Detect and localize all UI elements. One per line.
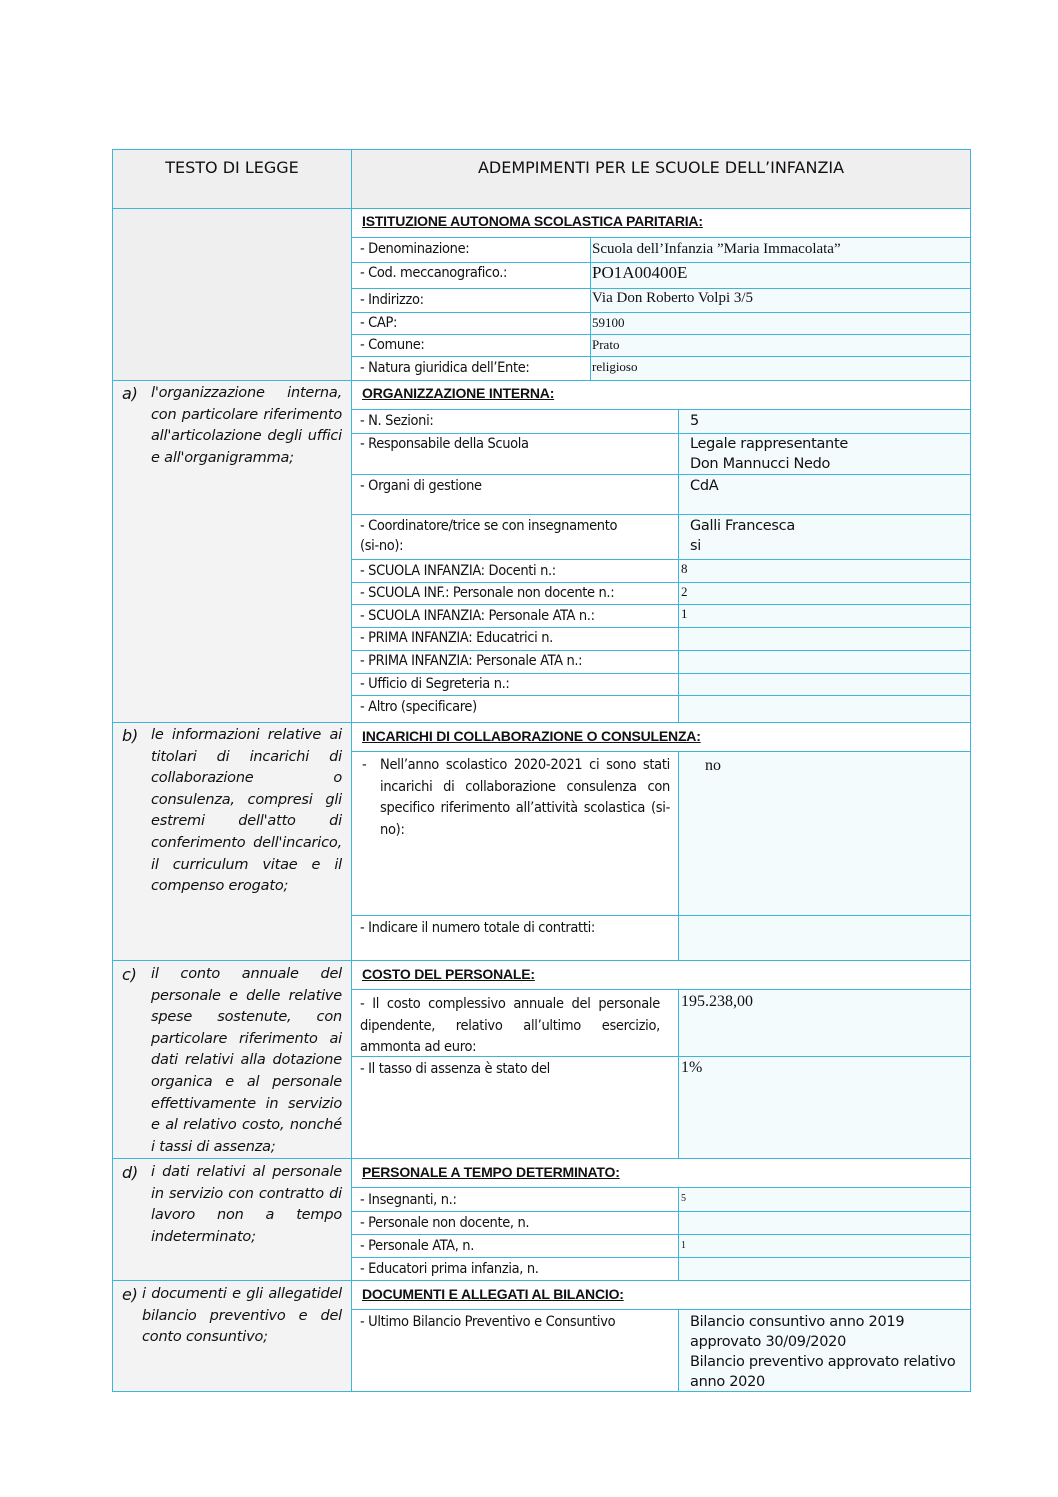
value-personale-ata: 1 bbox=[681, 1240, 686, 1251]
value-incarichi: no bbox=[705, 757, 721, 774]
label-n-sezioni: - N. Sezioni: bbox=[360, 413, 434, 429]
law-letter-d-wrap bbox=[122, 1162, 148, 1186]
value-bilancio-line-2: approvato 30/09/2020 bbox=[690, 1334, 847, 1350]
value-organi-gestione: CdA bbox=[690, 478, 719, 494]
value-docenti: 8 bbox=[681, 561, 688, 576]
value-cap: 59100 bbox=[592, 315, 625, 330]
value-bilancio-line-1: Bilancio consuntivo anno 2019 bbox=[690, 1314, 905, 1330]
label-non-docente: - SCUOLA INF.: Personale non docente n.: bbox=[360, 585, 615, 601]
label-natura-giuridica: - Natura giuridica dell’Ente: bbox=[360, 360, 530, 376]
value-bilancio-line-4: anno 2020 bbox=[690, 1374, 765, 1390]
incarichi-dash: - bbox=[362, 757, 367, 773]
label-responsabile: - Responsabile della Scuola bbox=[360, 436, 529, 452]
law-body-e-text: i documenti e gli allegatidel bilancio preventivo e del conto consuntivo; bbox=[142, 1286, 342, 1346]
label-organi-gestione: - Organi di gestione bbox=[360, 478, 482, 494]
value-comune: Prato bbox=[592, 337, 620, 352]
section-title-costo: COSTO DEL PERSONALE: bbox=[362, 966, 535, 982]
label-prima-infanzia-ata: - PRIMA INFANZIA: Personale ATA n.: bbox=[360, 653, 583, 669]
value-bilancio-line-3: Bilancio preventivo approvato relativo bbox=[690, 1354, 956, 1370]
law-letter-d: d) bbox=[122, 1163, 138, 1182]
law-letter-a: a) bbox=[122, 384, 138, 403]
label-insegnanti: - Insegnanti, n.: bbox=[360, 1192, 457, 1208]
label-docenti: - SCUOLA INFANZIA: Docenti n.: bbox=[360, 563, 556, 579]
value-indirizzo: Via Don Roberto Volpi 3/5 bbox=[592, 290, 754, 306]
value-natura-giuridica: religioso bbox=[592, 359, 638, 374]
law-body-d: i dati relativi al personale in servizio con contratto di lavoro non a tempo indeterminato; bbox=[151, 1164, 342, 1245]
value-tasso-assenza: 1% bbox=[681, 1059, 703, 1076]
header-obligations: ADEMPIMENTI PER LE SCUOLE DELL’INFANZIA bbox=[477, 158, 845, 177]
label-coordinatore: - Coordinatore/trice se con insegnamento bbox=[360, 518, 618, 534]
law-letter-b: b) bbox=[122, 726, 138, 745]
value-coordinatore: Galli Francesca bbox=[690, 518, 795, 534]
label-denominazione: - Denominazione: bbox=[360, 241, 470, 257]
label-costo-complessivo: - Il costo complessivo annuale del personale dipendente, relativo all’ultimo esercizio, ammonta ad euro: bbox=[360, 996, 660, 1055]
header-law-text: TESTO DI LEGGE bbox=[165, 158, 299, 177]
section-title-bilancio: DOCUMENTI E ALLEGATI AL BILANCIO: bbox=[362, 1286, 624, 1302]
law-body-b: le informazioni relative ai titolari di incarichi di collaborazione o consulenza, compresi gli estremi dell'atto di conferimento dell'incarico, il curriculum vitae e il compenso erogato; bbox=[151, 727, 342, 895]
value-insegnanti: 5 bbox=[681, 1193, 686, 1204]
value-ata: 1 bbox=[681, 606, 688, 621]
label-ata: - SCUOLA INFANZIA: Personale ATA n.: bbox=[360, 608, 595, 624]
label-ultimo-bilancio: - Ultimo Bilancio Preventivo e Consuntivo bbox=[360, 1314, 616, 1330]
section-title-istituzione: ISTITUZIONE AUTONOMA SCOLASTICA PARITARIA: bbox=[362, 213, 703, 229]
law-letter-c: c) bbox=[122, 965, 137, 984]
law-body-a-text: l'organizzazione interna, con particolare riferimento all'articolazione degli uffici e all'organigramma; bbox=[151, 385, 342, 466]
incarichi-values-background bbox=[679, 752, 970, 960]
label-altro: - Altro (specificare) bbox=[360, 699, 477, 715]
label-tasso-assenza: - Il tasso di assenza è stato del bbox=[360, 1061, 550, 1077]
value-coordinatore-sino: si bbox=[690, 538, 701, 554]
label-comune: - Comune: bbox=[360, 337, 425, 353]
section-title-incarichi: INCARICHI DI COLLABORAZIONE O CONSULENZA: bbox=[362, 728, 701, 744]
label-educatrici: - PRIMA INFANZIA: Educatrici n. bbox=[360, 630, 553, 646]
label-cod-meccanografico: - Cod. meccanografico.: bbox=[360, 265, 508, 281]
value-cod-meccanografico: PO1A00400E bbox=[592, 263, 688, 282]
law-letter-b-wrap bbox=[122, 725, 148, 749]
label-personale-non-docente: - Personale non docente, n. bbox=[360, 1215, 530, 1231]
costo-values-background bbox=[679, 990, 970, 1158]
law-body-c: il conto annuale del personale e delle relative spese sostenute, con particolare riferimento ai dati relativi alla dotazione organica e al personale effettivamente in servizio e al relativo costo, nonché i tassi di assenza; bbox=[151, 966, 342, 1155]
law-letter-c-wrap bbox=[122, 964, 148, 988]
istituzione-left-cell bbox=[113, 208, 352, 380]
law-body-e bbox=[142, 1284, 342, 1349]
label-cap: - CAP: bbox=[360, 315, 398, 331]
value-responsabile-name: Don Mannucci Nedo bbox=[690, 456, 831, 472]
law-letter-e: e) bbox=[122, 1285, 138, 1304]
value-costo-complessivo: 195.238,00 bbox=[681, 993, 753, 1010]
label-indirizzo: - Indirizzo: bbox=[360, 292, 424, 308]
value-responsabile: Legale rappresentante bbox=[690, 436, 848, 452]
label-segreteria: - Ufficio di Segreteria n.: bbox=[360, 676, 510, 692]
law-body-a bbox=[151, 383, 342, 469]
section-title-determinato: PERSONALE A TEMPO DETERMINATO: bbox=[362, 1164, 620, 1180]
label-personale-ata: - Personale ATA, n. bbox=[360, 1238, 475, 1254]
value-denominazione: Scuola dell’Infanzia ”Maria Immacolata” bbox=[592, 241, 841, 257]
label-educatori: - Educatori prima infanzia, n. bbox=[360, 1261, 539, 1277]
section-title-organizzazione: ORGANIZZAZIONE INTERNA: bbox=[362, 385, 555, 401]
label-incarichi-question: Nell’anno scolastico 2020-2021 ci sono stati incarichi di collaborazione consulenza con specifico riferimento all’attività scolastica (si-no): bbox=[380, 757, 670, 838]
value-n-sezioni: 5 bbox=[690, 413, 699, 429]
value-non-docente: 2 bbox=[681, 584, 688, 599]
label-numero-contratti: - Indicare il numero totale di contratti: bbox=[360, 920, 595, 936]
label-coordinatore-sino: (si-no): bbox=[360, 538, 404, 554]
istituzione-values-background bbox=[591, 238, 970, 380]
